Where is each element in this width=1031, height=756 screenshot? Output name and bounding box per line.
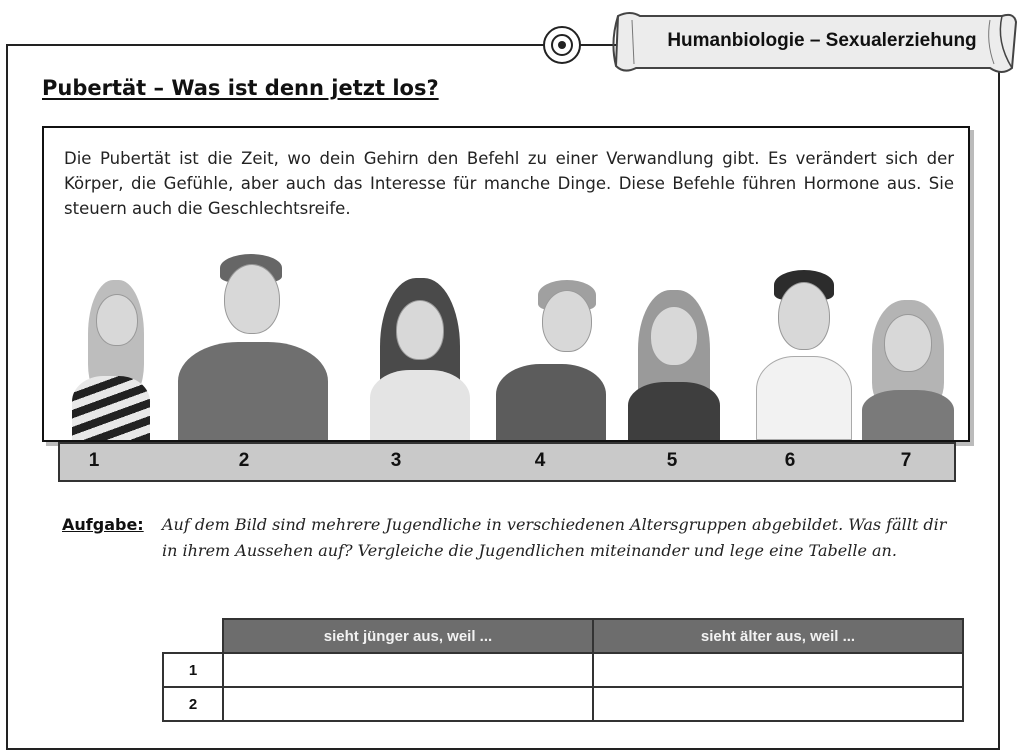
- teen-number-2: 2: [238, 450, 250, 471]
- row-number: 2: [163, 687, 223, 721]
- subject-title: Humanbiologie – Sexualerziehung: [667, 30, 977, 51]
- page-title: Pubertät – Was ist denn jetzt los?: [42, 76, 439, 100]
- younger-answer-cell[interactable]: [223, 653, 593, 687]
- row-number: 1: [163, 653, 223, 687]
- teen-photo-2: [178, 254, 328, 440]
- task-text: Auf dem Bild sind mehrere Jugendliche in verschiedenen Altersgruppen abgebildet. Was fällt dir in ihrem Aussehen auf? Vergleiche die Jugendlichen miteinander und lege eine Tabelle an.: [162, 515, 947, 560]
- younger-answer-cell[interactable]: [223, 687, 593, 721]
- teen-number-4: 4: [534, 450, 546, 471]
- teen-photo-3: [362, 278, 478, 440]
- target-icon: [543, 26, 581, 64]
- teen-photo-5: [624, 290, 724, 440]
- older-answer-cell[interactable]: [593, 653, 963, 687]
- teen-number-strip: [58, 442, 956, 482]
- teen-photo-7: [858, 300, 958, 440]
- table-row: [163, 687, 963, 721]
- teen-number-3: 3: [390, 450, 402, 471]
- teen-number-6: 6: [784, 450, 796, 471]
- older-answer-cell[interactable]: [593, 687, 963, 721]
- intro-text: Die Pubertät ist die Zeit, wo dein Gehirn den Befehl zu einer Verwandlung gibt. Es verändert sich der Körper, die Gefühle, aber auch das Interesse für manche Dinge. Diese Befehle führen Hormone aus. Sie steuern auch die Geschlechtsreife.: [64, 149, 954, 218]
- subject-banner: [610, 6, 1022, 78]
- teen-photo-6: [756, 270, 852, 440]
- comparison-table: [162, 618, 964, 722]
- teen-photo-1: [66, 280, 156, 440]
- teen-photo-4: [496, 280, 606, 440]
- column-header-older: sieht älter aus, weil ...: [593, 619, 963, 653]
- task-label: Aufgabe:: [62, 515, 144, 534]
- table-row: [163, 653, 963, 687]
- teen-number-5: 5: [666, 450, 678, 471]
- teen-number-7: 7: [900, 450, 912, 471]
- teen-number-1: 1: [88, 450, 100, 471]
- column-header-younger: sieht jünger aus, weil ...: [223, 619, 593, 653]
- table-header-row: [163, 619, 963, 653]
- table-corner: [163, 619, 223, 653]
- intro-box: [42, 126, 970, 442]
